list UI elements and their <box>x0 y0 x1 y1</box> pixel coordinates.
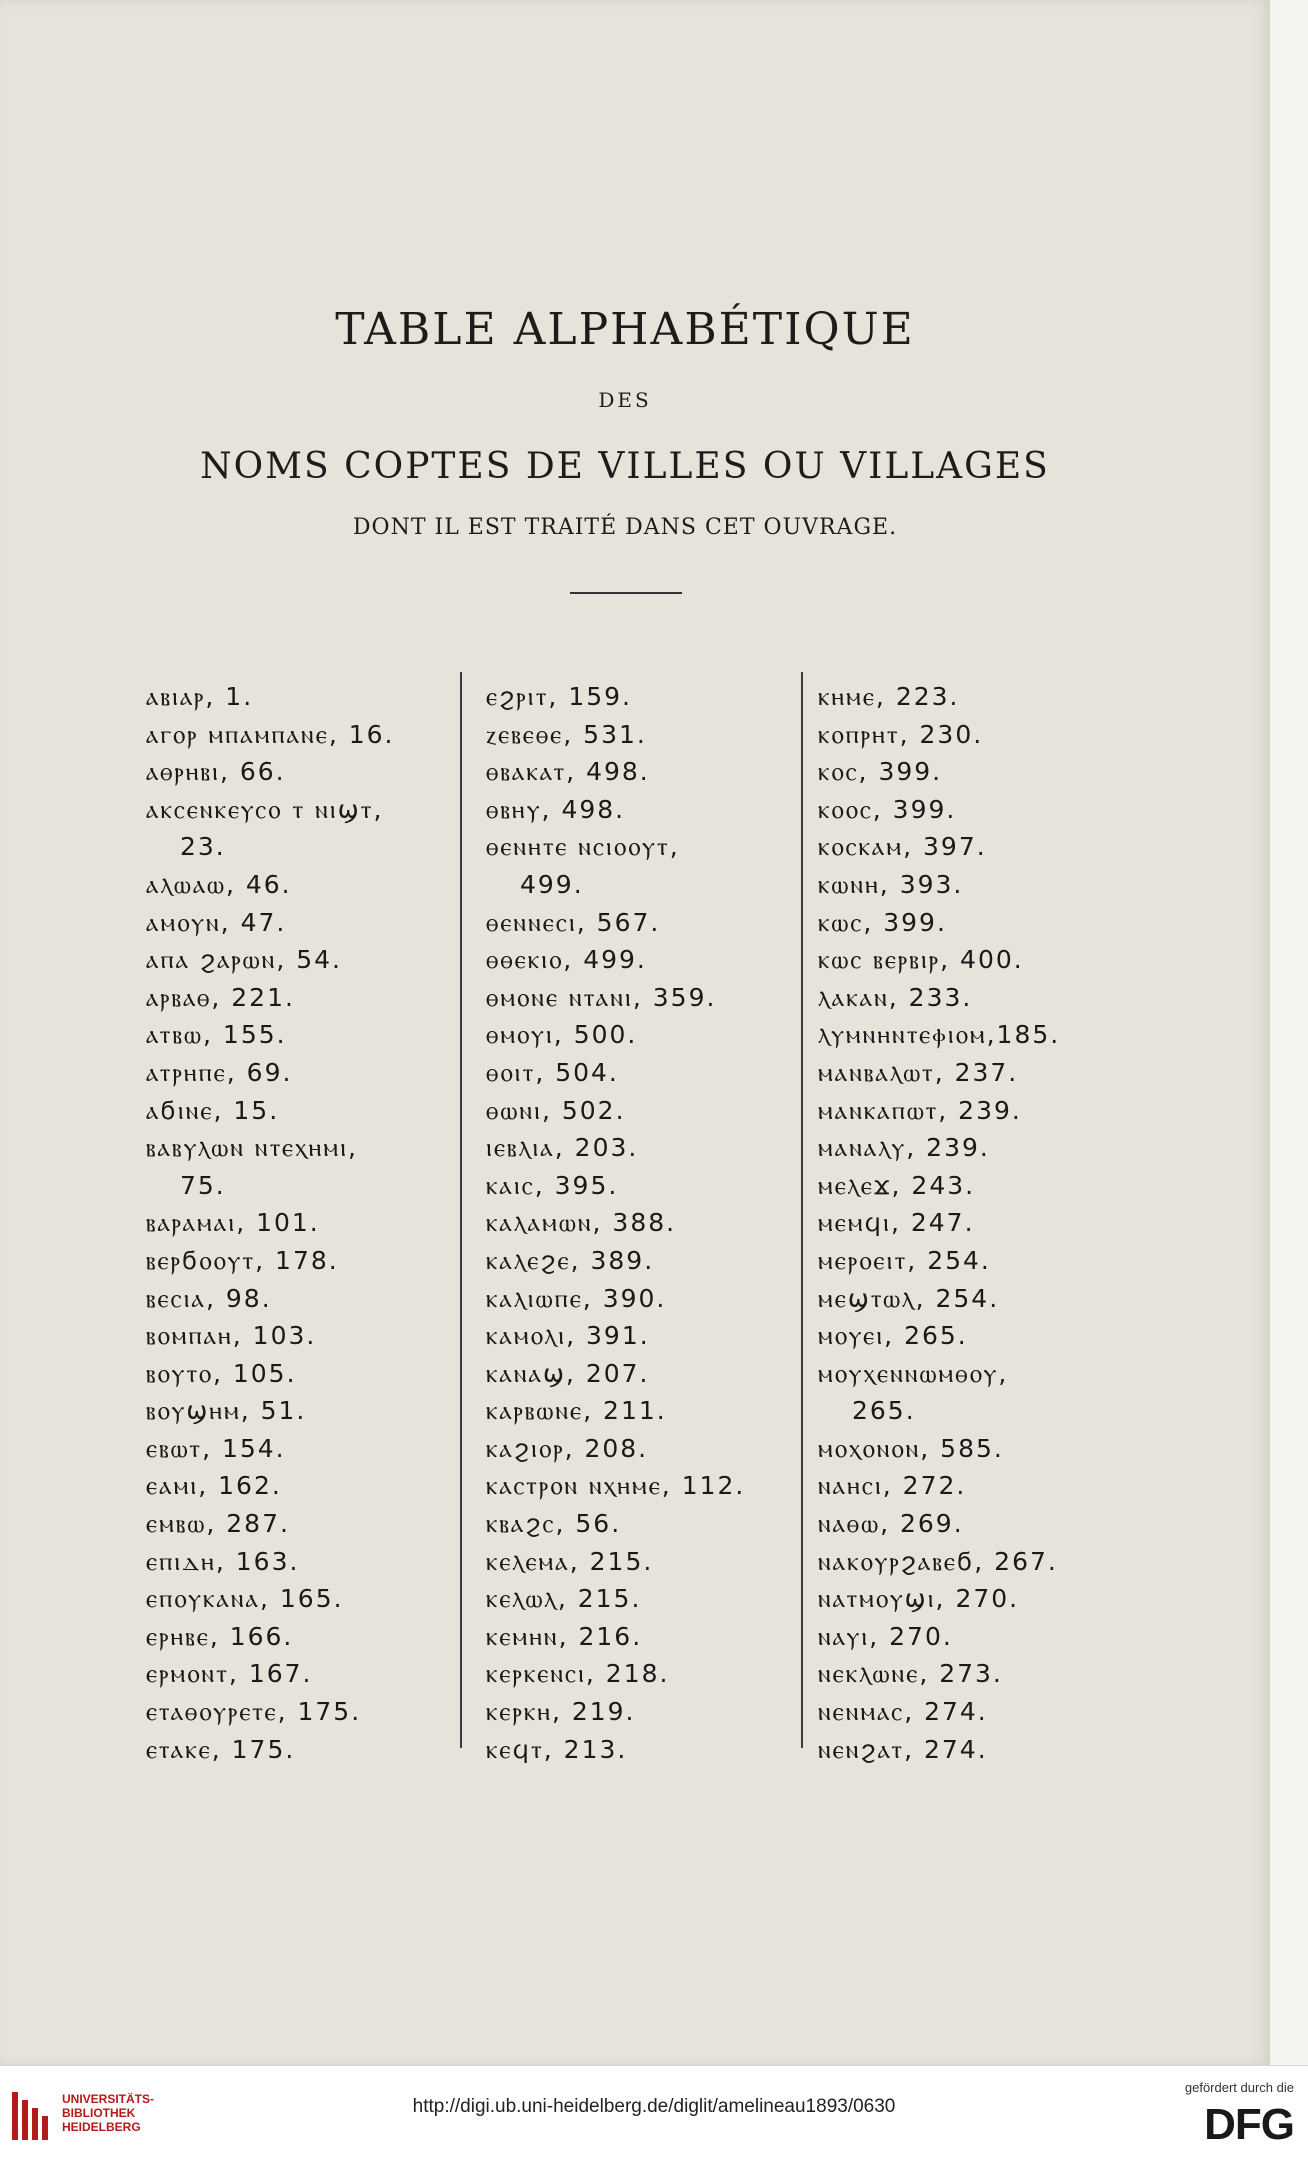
index-entry: ⲁⲣⲃⲁⲑ, 221. <box>146 982 295 1012</box>
index-entry: ⲕⲉⲗⲉⲙⲁ, 215. <box>486 1546 654 1576</box>
index-entry: ⲛⲉⲕⲗⲱⲛⲉ, 273. <box>818 1659 1003 1689</box>
index-entry: ⲕⲁϩⲓⲟⲣ, 208. <box>486 1433 649 1463</box>
viewer-footer <box>0 2065 1308 2162</box>
index-entry: ⲃⲟⲩϣⲏⲙ, 51. <box>146 1396 307 1426</box>
index-entry: ⲁⲕⲥⲉⲛⲕⲉⲩⲥⲟ ⲧ ⲛⲓϣⲧ, <box>146 794 384 824</box>
index-entry: ⲁⲧⲣⲏⲡⲉ, 69. <box>146 1057 293 1087</box>
column-divider <box>801 672 803 1748</box>
index-entry: ⲉϩⲣⲓⲧ, 159. <box>486 682 632 711</box>
index-entry: ⲉⲧⲁⲕⲉ, 175. <box>146 1734 296 1764</box>
index-column-2 <box>486 678 796 1768</box>
index-entry: ⲛⲁⲑⲱ, 269. <box>818 1509 964 1539</box>
index-column-3 <box>818 678 1148 1768</box>
index-entry: ⲑⲱⲛⲓ, 502. <box>486 1095 626 1125</box>
index-entry: ⲉⲣⲏⲃⲉ, 166. <box>146 1621 294 1651</box>
index-entry: ⲁⲃⲓⲁⲣ, 1. <box>146 682 254 711</box>
permalink-url[interactable]: http://digi.ub.uni-heidelberg.de/diglit/amelineau1893/0630 <box>412 2096 896 2117</box>
library-name-line: UNIVERSITÄTS- <box>62 2092 155 2106</box>
index-entry: ⲃⲉⲥⲓⲁ, 98. <box>146 1283 272 1313</box>
index-entry: ⲛⲁⲏⲥⲓ, 272. <box>818 1471 967 1501</box>
index-entry: ⲑⲙⲟⲩⲓ, 500. <box>486 1020 638 1050</box>
index-entry: ⲗⲩⲙⲛⲏⲛⲧⲉⲫⲓⲟⲙ,185. <box>818 1020 1061 1050</box>
page-title: TABLE ALPHABÉTIQUE <box>335 304 915 355</box>
index-entry: ⲙⲟⲩⲭⲉⲛⲛⲱⲙⲑⲟⲩ, <box>818 1358 1009 1388</box>
index-entry: ⲃⲁⲃⲩⲗⲱⲛ ⲛⲧⲉⲭⲏⲙⲓ, <box>146 1133 358 1163</box>
index-entry: ⲃⲟⲩⲧⲟ, 105. <box>146 1358 297 1388</box>
index-entry: ⲃⲟⲙⲡⲁⲏ, 103. <box>146 1321 317 1351</box>
index-entry: ⲉⲣⲙⲟⲛⲧ, 167. <box>146 1659 313 1689</box>
index-entry: ⲁⲑⲣⲏⲃⲓ, 66. <box>146 757 286 787</box>
index-entry: ⲑⲃⲁⲕⲁⲧ, 498. <box>486 757 650 787</box>
index-entry: ⲕⲱⲥ, 399. <box>818 907 947 937</box>
index-entry: ⲙⲉⲣⲟⲉⲓⲧ, 254. <box>818 1245 991 1275</box>
index-entry: ⲛⲉⲛⲙⲁⲥ, 274. <box>818 1697 988 1727</box>
index-entry: ⲙⲁⲛⲕⲁⲡⲱⲧ, 239. <box>818 1095 1022 1125</box>
column-divider <box>460 672 462 1748</box>
index-entry: ⲑⲃⲏⲩ, 498. <box>486 794 626 824</box>
index-column-1 <box>146 678 456 1768</box>
index-entry: ⲛⲁⲩⲓ, 270. <box>818 1621 953 1651</box>
index-entry: ⲉⲡⲟⲩⲕⲁⲛⲁ, 165. <box>146 1584 344 1614</box>
index-entry: ⲑⲙⲟⲛⲉ ⲛⲧⲁⲛⲓ, 359. <box>486 982 717 1012</box>
index-entry: ⲁϭⲓⲛⲉ, 15. <box>146 1095 280 1125</box>
page-subtitle: NOMS COPTES DE VILLES OU VILLAGES <box>200 446 1050 487</box>
index-entry: ⲑⲟⲓⲧ, 504. <box>486 1057 619 1087</box>
index-entry: ⲕⲏⲙⲉ, 223. <box>818 682 960 711</box>
index-entry: ⲕⲉⲗⲱⲗ, 215. <box>486 1584 642 1614</box>
index-entry: ⲕⲱⲛⲏ, 393. <box>818 869 964 899</box>
index-entry: ⲁⲡⲁ ϩⲁⲣⲱⲛ, 54. <box>146 945 342 975</box>
index-entry: ⲕⲟⲥⲕⲁⲙ, 397. <box>818 832 987 862</box>
index-entry: ⲑⲑⲉⲕⲓⲟ, 499. <box>486 945 647 975</box>
index-entry: ⲕⲉⲙⲏⲛ, 216. <box>486 1621 643 1651</box>
index-entry: ⲕⲟⲟⲥ, 399. <box>818 794 957 824</box>
index-entry: 499. <box>520 869 584 899</box>
index-entry: ⲙⲁⲛⲁⲗⲩ, 239. <box>818 1133 990 1163</box>
dfg-logo[interactable]: DFG <box>1204 2100 1294 2149</box>
funding-label: gefördert durch die <box>1184 2080 1294 2095</box>
subtitle-line: DONT IL EST TRAITÉ DANS CET OUVRAGE. <box>352 515 898 540</box>
index-entry: ⲁⲧⲃⲱ, 155. <box>146 1020 287 1050</box>
library-name-line: HEIDELBERG <box>62 2120 141 2134</box>
index-entry: ⲕⲁⲥⲧⲣⲟⲛ ⲛⲭⲏⲙⲉ, 112. <box>486 1471 746 1501</box>
index-entry: ⲑⲉⲛⲏⲧⲉ ⲛⲥⲓⲟⲟⲩⲧ, <box>486 832 680 862</box>
index-entry: 23. <box>180 832 226 862</box>
index-entry: ⲉⲡⲓⲇⲏ, 163. <box>146 1546 300 1576</box>
index-entry: ⲓⲉⲃⲗⲓⲁ, 203. <box>486 1133 639 1163</box>
index-entry: ⲛⲉⲛϩⲁⲧ, 274. <box>818 1734 988 1764</box>
index-entry: ⲕⲃⲁϩⲥ, 56. <box>486 1509 622 1539</box>
index-entry: ⲁⲅⲟⲣ ⲙⲡⲁⲙⲡⲁⲛⲉ, 16. <box>146 719 395 749</box>
index-entry: ⲕⲁⲗⲉϩⲉ, 389. <box>486 1245 655 1275</box>
index-entry: ⲃⲁⲣⲁⲙⲁⲓ, 101. <box>146 1208 320 1238</box>
index-entry: ⲙⲉⲙϥⲓ, 247. <box>818 1208 975 1238</box>
index-entry: ⲗⲁⲕⲁⲛ, 233. <box>818 982 973 1012</box>
index-entry: ⲕⲉⲣⲕⲉⲛⲥⲓ, 218. <box>486 1659 670 1689</box>
index-entry: ⲉⲧⲁⲑⲟⲩⲣⲉⲧⲉ, 175. <box>146 1697 362 1727</box>
index-entry: ⲕⲟⲥ, 399. <box>818 757 943 787</box>
index-entry: ⲕⲱⲥ ⲃⲉⲣⲃⲓⲣ, 400. <box>818 945 1024 975</box>
index-entry: ⲃⲉⲣϭⲟⲟⲩⲧ, 178. <box>146 1245 339 1275</box>
index-entry: ⲕⲁⲛⲁϣ, 207. <box>486 1358 650 1388</box>
index-entry: ⲁⲙⲟⲩⲛ, 47. <box>146 907 287 937</box>
index-entry: ⲕⲁⲗⲓⲱⲡⲉ, 390. <box>486 1283 667 1313</box>
index-entry: ⲙⲟⲭⲟⲛⲟⲛ, 585. <box>818 1433 1004 1463</box>
index-entry: ⲑⲉⲛⲛⲉⲥⲓ, 567. <box>486 907 661 937</box>
index-entry: ⲕⲟⲡⲣⲏⲧ, 230. <box>818 719 984 749</box>
index-entry: ⲙⲁⲛⲃⲁⲗⲱⲧ, 237. <box>818 1057 1019 1087</box>
title-rule <box>570 592 682 594</box>
index-entry: ⲛⲁⲧⲙⲟⲩϣⲓ, 270. <box>818 1584 1020 1614</box>
index-entry: ⲛⲁⲕⲟⲩⲣϩⲁⲃⲉϭ, 267. <box>818 1546 1058 1576</box>
index-entry: ⲙⲟⲩⲉⲓ, 265. <box>818 1321 968 1351</box>
index-entry: ⲕⲁⲣⲃⲱⲛⲉ, 211. <box>486 1396 667 1426</box>
title-connector: DES <box>598 388 652 412</box>
index-entry: ⲕⲁⲗⲁⲙⲱⲛ, 388. <box>486 1208 677 1238</box>
index-entry: ⲙⲉϣⲧⲱⲗ, 254. <box>818 1283 1000 1313</box>
index-entry: ⲕⲉⲣⲕⲏ, 219. <box>486 1697 636 1727</box>
index-entry: ⲍⲉⲃⲉⲑⲉ, 531. <box>486 719 647 749</box>
index-entry: 75. <box>180 1170 226 1200</box>
index-entry: ⲕⲁⲙⲟⲗⲓ, 391. <box>486 1321 650 1351</box>
index-entry: ⲁⲗⲱⲁⲱ, 46. <box>146 869 292 899</box>
index-entry: ⲉⲙⲃⲱ, 287. <box>146 1509 290 1539</box>
index-entry: ⲕⲉϥⲧ, 213. <box>486 1734 628 1764</box>
index-entry: ⲙⲉⲗⲉϫ, 243. <box>818 1170 976 1200</box>
scan-margin <box>1270 0 1308 2065</box>
index-entry: ⲉⲃⲱⲧ, 154. <box>146 1433 286 1463</box>
index-entry: 265. <box>852 1396 916 1426</box>
index-entry: ⲉⲁⲙⲓ, 162. <box>146 1471 282 1501</box>
library-name-line: BIBLIOTHEK <box>62 2106 136 2120</box>
index-entry: ⲕⲁⲓⲥ, 395. <box>486 1170 619 1200</box>
